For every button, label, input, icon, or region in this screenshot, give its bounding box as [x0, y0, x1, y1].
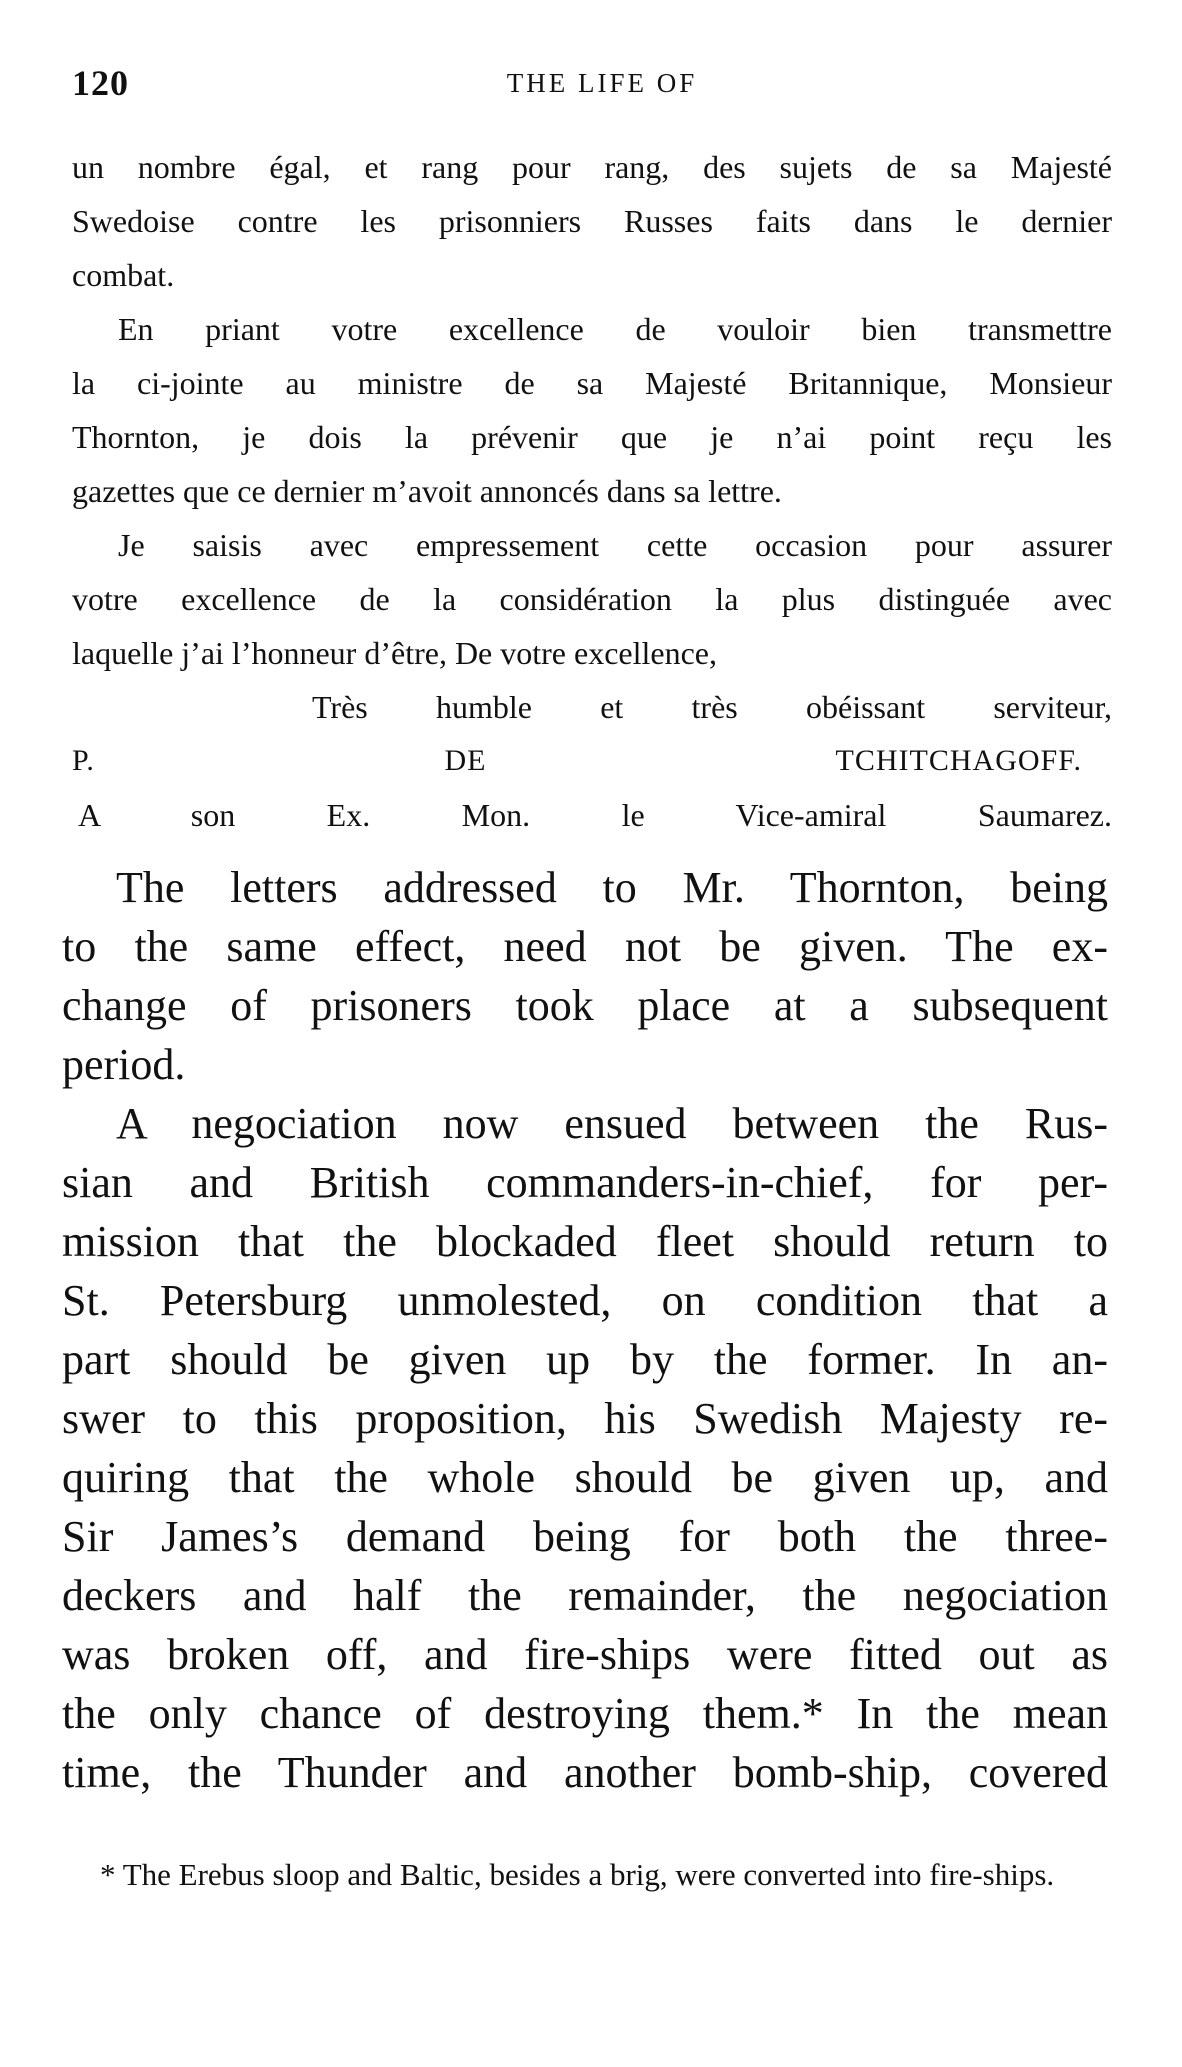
page-header — [72, 62, 1112, 112]
body-line: to the same effect, need not be given. The ex- — [62, 922, 1108, 971]
letter-line: combat. — [72, 257, 175, 293]
letter-line: En priant votre excellence de vouloir bien transmettre — [118, 311, 1112, 347]
body-line: part should be given up by the former. In an- — [62, 1335, 1108, 1384]
footnote — [66, 1850, 1106, 1900]
letter-signature: P. DE TCHITCHAGOFF. — [72, 744, 1082, 777]
letter-line: Thornton, je dois la prévenir que je n’ai point reçu les — [72, 419, 1112, 455]
letter-line: laquelle j’ai l’honneur d’être, De votre excellence, — [72, 635, 717, 671]
body-line: quiring that the whole should be given up, and — [62, 1453, 1108, 1502]
page-number: 120 — [72, 63, 129, 103]
body-line: mission that the blockaded fleet should return to — [62, 1217, 1108, 1266]
footnote-text: * The Erebus sloop and Baltic, besides a brig, were converted into fire-ships. — [100, 1857, 1055, 1892]
running-head: THE LIFE OF — [506, 68, 698, 98]
body-line: sian and British commanders-in-chief, for per- — [62, 1158, 1108, 1207]
body-line: swer to this proposition, his Swedish Majesty re- — [62, 1394, 1108, 1443]
letter-line: votre excellence de la considération la plus distinguée avec — [72, 581, 1112, 617]
body-line: period. — [62, 1040, 186, 1089]
body-line: deckers and half the remainder, the negociation — [62, 1571, 1108, 1620]
body-line: A negociation now ensued between the Rus- — [116, 1099, 1108, 1148]
body-line: St. Petersburg unmolested, on condition that a — [62, 1276, 1108, 1325]
letter-line: Je saisis avec empressement cette occasion pour assurer — [118, 527, 1112, 563]
main-text — [62, 858, 1108, 1802]
letter-line: un nombre égal, et rang pour rang, des sujets de sa Majesté — [72, 149, 1112, 185]
body-line: time, the Thunder and another bomb-ship, covered — [62, 1748, 1108, 1797]
letter-line: gazettes que ce dernier m’avoit annoncés dans sa lettre. — [72, 473, 782, 509]
letter-line: Swedoise contre les prisonniers Russes faits dans le dernier — [72, 203, 1112, 239]
body-line: Sir James’s demand being for both the three- — [62, 1512, 1108, 1561]
body-line: change of prisoners took place at a subsequent — [62, 981, 1108, 1030]
body-line: was broken off, and fire-ships were fitted out as — [62, 1630, 1108, 1679]
quoted-letter — [72, 140, 1112, 842]
letter-line: la ci-jointe au ministre de sa Majesté Britannique, Monsieur — [72, 365, 1112, 401]
body-line: the only chance of destroying them.* In the mean — [62, 1689, 1108, 1738]
letter-addressee: A son Ex. Mon. le Vice-amiral Saumarez. — [78, 797, 1112, 833]
letter-closing: Très humble et très obéissant serviteur, — [312, 689, 1112, 725]
body-line: The letters addressed to Mr. Thornton, being — [116, 863, 1108, 912]
